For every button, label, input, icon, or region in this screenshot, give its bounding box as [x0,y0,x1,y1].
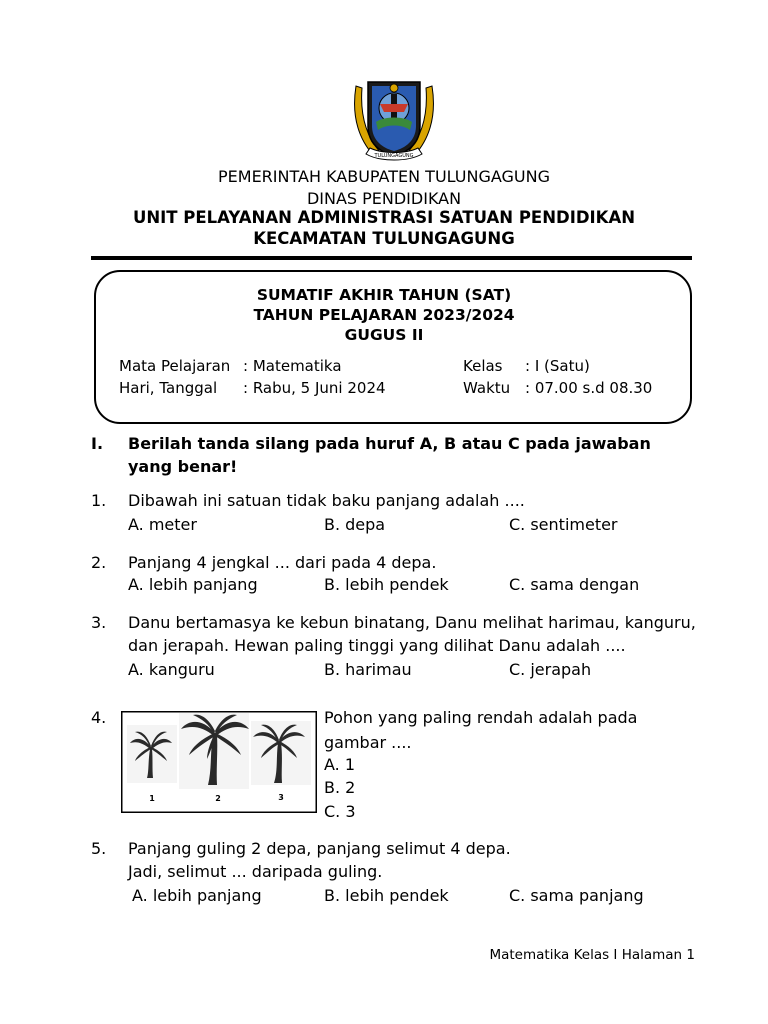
question-2-text: Panjang 4 jengkal ... dari pada 4 depa. [128,553,437,572]
question-4-option-c: C. 3 [324,802,356,821]
question-1-text: Dibawah ini satuan tidak baku panjang adalah .... [128,491,525,510]
question-1-option-c: C. sentimeter [509,515,618,534]
question-1-number: 1. [91,491,107,510]
exam-academic-year: TAHUN PELAJARAN 2023/2024 [253,306,515,324]
letterhead-line-unit: UNIT PELAYANAN ADMINISTRASI SATUAN PENDIDIKAN [132,208,636,227]
subject-label: Mata Pelajaran [119,357,231,375]
question-5-option-b: B. lebih pendek [324,886,449,905]
question-2-option-a: A. lebih panjang [128,575,258,594]
section-instruction-line2: yang benar! [128,457,238,476]
letterhead-divider [91,256,692,260]
question-5-text-line1: Panjang guling 2 depa, panjang selimut 4 depa. [128,839,511,858]
class-label: Kelas [463,357,503,375]
question-5-option-c: C. sama panjang [509,886,644,905]
palm-tree-3-label: 3 [278,793,284,802]
time-label: Waktu [463,379,511,397]
question-3-option-a: A. kanguru [128,660,215,679]
question-2-number: 2. [91,553,107,572]
question-4-text-line1: Pohon yang paling rendah adalah pada [324,708,638,727]
date-label: Hari, Tanggal [119,379,218,397]
question-5-number: 5. [91,839,107,858]
section-instruction-line1: Berilah tanda silang pada huruf A, B atau C pada jawaban [128,434,651,453]
question-3-option-b: B. harimau [324,660,412,679]
question-3-option-c: C. jerapah [509,660,592,679]
question-1-option-a: A. meter [128,515,197,534]
letterhead-line-department: DINAS PENDIDIKAN [306,189,462,208]
question-5-option-a: A. lebih panjang [132,886,262,905]
question-3-text-line1: Danu bertamasya ke kebun binatang, Danu melihat harimau, kanguru, [128,613,696,632]
date-value: : Rabu, 5 Juni 2024 [243,379,386,397]
tulungagung-coat-of-arms-logo [352,76,436,166]
question-2-option-c: C. sama dengan [509,575,640,594]
letterhead-line-district: KECAMATAN TULUNGAGUNG [253,229,515,248]
exam-cluster: GUGUS II [344,326,424,344]
palm-tree-1-label: 1 [149,794,155,803]
question-3-number: 3. [91,613,107,632]
page-footer: Matematika Kelas I Halaman 1 [489,947,695,963]
time-value: : 07.00 s.d 08.30 [525,379,653,397]
question-5-text-line2: Jadi, selimut ... daripada guling. [128,862,383,881]
question-3-text-line2: dan jerapah. Hewan paling tinggi yang dilihat Danu adalah .... [128,636,626,655]
palm-trees-image [121,711,317,813]
question-2-option-b: B. lebih pendek [324,575,449,594]
class-value: : I (Satu) [525,357,590,375]
section-number: I. [91,434,104,453]
question-1-option-b: B. depa [324,515,386,534]
question-4-option-b: B. 2 [324,778,356,797]
question-4-number: 4. [91,708,107,727]
question-4-text-line2: gambar .... [324,733,412,752]
letterhead-line-government: PEMERINTAH KABUPATEN TULUNGAGUNG [218,167,550,186]
exam-title: SUMATIF AKHIR TAHUN (SAT) [256,286,512,304]
logo-ribbon-text: TULUNGAGUNG [374,153,414,159]
palm-tree-2-label: 2 [215,794,221,803]
subject-value: : Matematika [243,357,342,375]
question-4-option-a: A. 1 [324,755,356,774]
